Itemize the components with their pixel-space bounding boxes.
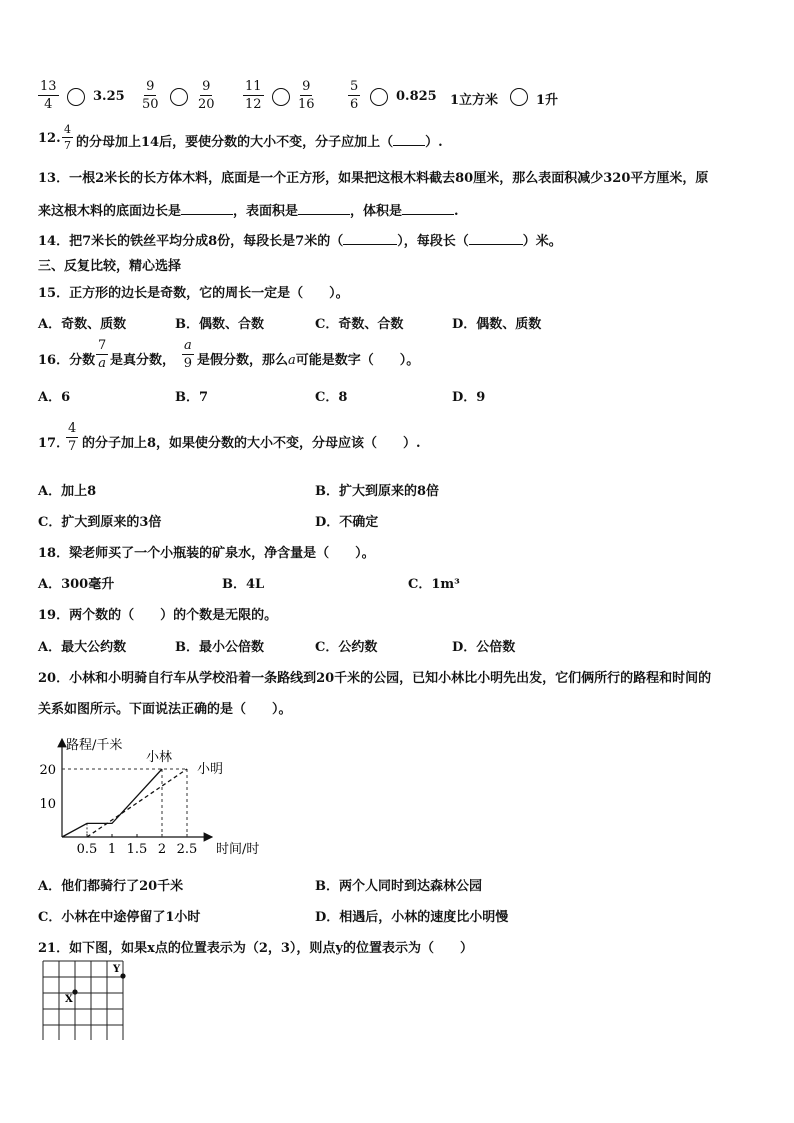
- q14-text-a: 14．把7米长的铁丝平均分成8份，每段长是7米的（: [38, 234, 344, 249]
- fraction-9-50: $\frac{9}{50}$: [142, 79, 159, 112]
- q17-option-a[interactable]: A．加上8: [38, 484, 97, 499]
- q20-option-b[interactable]: B．两个人同时到达森林公园: [315, 879, 482, 894]
- q13-text-d: .: [454, 204, 459, 219]
- q16-text-b: 是真分数，: [110, 353, 176, 368]
- q14-blank-length[interactable]: [469, 244, 523, 245]
- value-3-25: 3.25: [93, 89, 125, 104]
- distance-time-chart: [36, 733, 276, 863]
- q13-text-b: ，表面积是: [233, 204, 299, 219]
- value-1-cubic-meter: 1立方米: [450, 93, 499, 108]
- q18-option-a[interactable]: A．300毫升: [38, 577, 115, 592]
- q19-option-c[interactable]: C．公约数: [315, 640, 378, 655]
- q15-stem: 15．正方形的边长是奇数，它的周长一定是（ ）。: [38, 286, 349, 301]
- q18-stem: 18．梁老师买了一个小瓶装的矿泉水，净含量是（ ）。: [38, 546, 375, 561]
- q18-option-c[interactable]: C．1m³: [408, 577, 460, 592]
- fraction-7-a: $\frac{7}{a}$: [98, 338, 107, 371]
- compare-circle-5[interactable]: [510, 88, 528, 106]
- series-line-xiaoming: [87, 769, 187, 837]
- q16-text-a: 16．分数: [38, 353, 96, 368]
- fraction-a-9: $\frac{a}{9}$: [183, 338, 193, 371]
- x-axis-label: 时间/时: [216, 842, 260, 857]
- fraction-4-7: $\frac{4}{7}$: [68, 421, 77, 454]
- q12-answer-blank[interactable]: [393, 145, 425, 146]
- q15-option-c[interactable]: C．奇数、合数: [315, 317, 404, 332]
- q14-blank-fraction[interactable]: [343, 244, 397, 245]
- q20-option-a[interactable]: A．他们都骑行了20千米: [38, 879, 184, 894]
- fraction-13-4: $\frac{13}{4}$: [40, 79, 57, 112]
- q13-text-c: ，体积是: [350, 204, 403, 219]
- section-3-heading: 三、反复比较，精心选择: [38, 259, 182, 274]
- point-y-label: Y: [113, 964, 121, 975]
- q15-option-a[interactable]: A．奇数、质数: [38, 317, 127, 332]
- q13-text-a: 来这根木料的底面边长是: [38, 204, 182, 219]
- q16-option-c[interactable]: C．8: [315, 390, 348, 405]
- fraction-4-7: $\frac{4}{7}$: [64, 123, 71, 152]
- q12-number: 12.: [38, 131, 61, 146]
- q14-text-b: ），每段长（: [397, 234, 469, 249]
- compare-circle-2[interactable]: [170, 88, 188, 106]
- q13-blank-area[interactable]: [298, 214, 350, 215]
- compare-circle-4[interactable]: [370, 88, 388, 106]
- series-line-xiaolin: [62, 769, 162, 837]
- q12-text-a: 的分母加上14后，要使分数的大小不变，分子应加上（: [76, 135, 394, 150]
- point-y: [120, 973, 125, 978]
- q20-line2: 关系如图所示。下面说法正确的是（ ）。: [38, 702, 292, 717]
- q16-stem-rest: [197, 349, 419, 368]
- q13-line1: 13．一根2米长的长方体木料，底面是一个正方形，如果把这根木料截去80厘米，那么表面积减少320平方厘米，原: [38, 171, 709, 186]
- q14-text-c: ）米。: [522, 234, 562, 249]
- q20-option-d[interactable]: D．相遇后，小林的速度比小明慢: [315, 910, 509, 925]
- q20-line1: 20．小林和小明骑自行车从学校沿着一条路线到20千米的公园，已知小林比小明先出发，它们俩所行的路程和时间的: [38, 671, 712, 686]
- q20-option-c[interactable]: C．小林在中途停留了1小时: [38, 910, 201, 925]
- q13-blank-side[interactable]: [181, 214, 233, 215]
- q19-option-a[interactable]: A．最大公约数: [38, 640, 127, 655]
- series-label-xiaolin: 小林: [146, 750, 173, 765]
- value-1-liter: 1升: [536, 93, 559, 108]
- q12-text-b: ）.: [425, 135, 443, 150]
- q19-option-d[interactable]: D．公倍数: [452, 640, 516, 655]
- fraction-9-16: $\frac{9}{16}$: [298, 79, 315, 112]
- x-tick-label-0.5: 0.5: [76, 842, 98, 857]
- q15-option-d[interactable]: D．偶数、质数: [452, 317, 542, 332]
- q17-number: 17．: [38, 436, 70, 451]
- q13-blank-volume[interactable]: [402, 214, 454, 215]
- x-tick-label-1.5: 1.5: [126, 842, 148, 857]
- q17-stem: 的分子加上8，如果使分数的大小不变，分母应该（ ）.: [82, 436, 421, 451]
- point-x-label: X: [65, 994, 73, 1005]
- fraction-9-20: $\frac{9}{20}$: [198, 79, 215, 112]
- q19-stem: 19．两个数的（ ）的个数是无限的。: [38, 608, 278, 623]
- series-label-xiaoming: 小明: [197, 762, 224, 777]
- q15-option-b[interactable]: B．偶数、合数: [175, 317, 264, 332]
- q17-option-d[interactable]: D．不确定: [315, 515, 379, 530]
- q16-option-d[interactable]: D．9: [452, 390, 486, 405]
- x-tick-label-1: 1: [107, 842, 117, 857]
- compare-circle-1[interactable]: [67, 88, 85, 106]
- x-tick-label-2: 2: [157, 842, 167, 857]
- value-0-825: 0.825: [396, 89, 437, 104]
- q17-option-b[interactable]: B．扩大到原来的8倍: [315, 484, 440, 499]
- question-14: [38, 230, 562, 249]
- q12-stem: [76, 131, 443, 150]
- q18-option-b[interactable]: B．4L: [222, 577, 265, 592]
- q16-text-d: 可能是数字（ ）。: [295, 353, 420, 368]
- x-tick-label-2.5: 2.5: [176, 842, 198, 857]
- coordinate-grid: [42, 960, 132, 1040]
- q19-option-b[interactable]: B．最小公倍数: [175, 640, 264, 655]
- y-tick-label-10: 10: [39, 797, 56, 812]
- q13-line2: [38, 200, 459, 219]
- q16-variable-a: a: [288, 353, 296, 368]
- y-tick-label-20: 20: [39, 763, 56, 778]
- y-axis-label: 路程/千米: [66, 738, 123, 753]
- compare-circle-3[interactable]: [272, 88, 290, 106]
- q17-option-c[interactable]: C．扩大到原来的3倍: [38, 515, 162, 530]
- point-x: [72, 989, 77, 994]
- q16-text-c: 是假分数，那么: [197, 353, 289, 368]
- q16-option-a[interactable]: A．6: [38, 390, 71, 405]
- fraction-11-12: $\frac{11}{12}$: [245, 79, 262, 112]
- q16-option-b[interactable]: B．7: [175, 390, 209, 405]
- fraction-5-6: $\frac{5}{6}$: [350, 79, 359, 112]
- q21-stem: 21．如下图，如果x点的位置表示为（2，3），则点y的位置表示为（ ）: [38, 941, 473, 956]
